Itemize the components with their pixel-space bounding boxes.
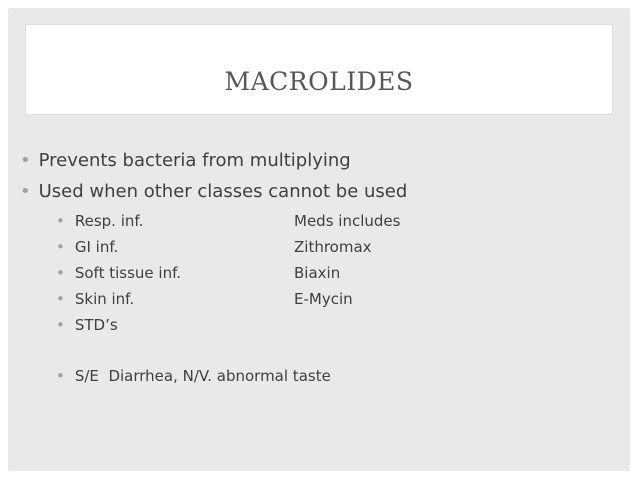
bullet-icon: • xyxy=(56,264,65,282)
sub-bullet-text: STD’s xyxy=(74,316,118,334)
side-effects-text: S/E Diarrhea, N/V. abnormal taste xyxy=(74,367,331,385)
sub-bullet xyxy=(56,316,118,334)
title-box xyxy=(26,25,612,114)
bullet-icon: • xyxy=(56,212,65,230)
bullet-icon: • xyxy=(56,238,65,256)
sub-bullet-text: GI inf. xyxy=(74,238,119,256)
bullet-icon: • xyxy=(56,290,65,308)
sub-bullet xyxy=(56,264,181,282)
sub-bullet-text: Resp. inf. xyxy=(74,212,144,230)
sub-bullet xyxy=(56,238,118,256)
main-bullet-text: Used when other classes cannot be used xyxy=(38,181,408,202)
sub-bullet-text: Skin inf. xyxy=(74,290,135,308)
bullet-icon: • xyxy=(20,181,31,202)
bullet-icon: • xyxy=(20,150,31,171)
bullet-icon: • xyxy=(56,316,65,334)
slide-title: MACROLIDES xyxy=(224,67,414,96)
bullet-icon: • xyxy=(56,367,65,385)
meds-heading: Meds includes xyxy=(294,212,401,230)
med-item: Zithromax xyxy=(294,238,372,256)
main-bullet xyxy=(20,181,407,202)
sub-bullet xyxy=(56,212,143,230)
side-effects-bullet xyxy=(56,367,331,385)
main-bullet-text: Prevents bacteria from multiplying xyxy=(38,150,351,171)
med-item: E-Mycin xyxy=(294,290,353,308)
sub-bullet xyxy=(56,290,134,308)
med-item: Biaxin xyxy=(294,264,341,282)
main-bullet xyxy=(20,150,351,171)
sub-bullet-text: Soft tissue inf. xyxy=(74,264,182,282)
